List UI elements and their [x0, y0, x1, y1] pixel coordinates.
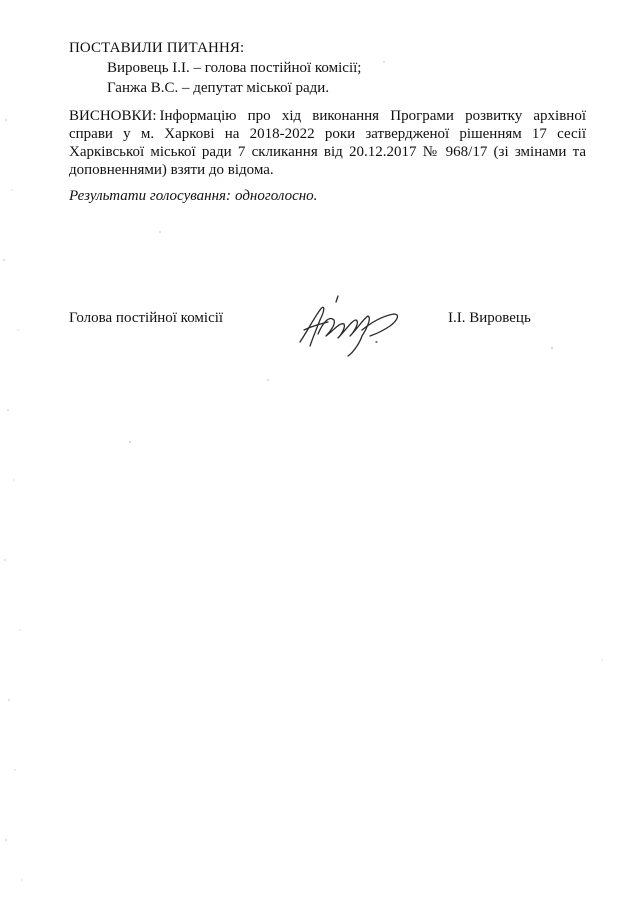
signatory-role: Голова постійної комісії: [69, 310, 224, 326]
handwritten-signature: [290, 290, 410, 360]
raised-issues-heading: ПОСТАВИЛИ ПИТАННЯ:: [69, 40, 245, 56]
conclusions-label: ВИСНОВКИ:: [69, 108, 157, 124]
conclusions-paragraph: [69, 107, 586, 179]
vote-label: Результати голосування:: [69, 188, 232, 204]
conclusions-text: Інформацію про хід виконання Програми розвитку архівної справи у м. Харкові на 2018-2022 роки затвердженої рішенням 17 сесії Харківської міської ради 7 скликання від 20.12.2017 № 968/17 (зі змінами та доповненнями) взяти до відома.: [69, 108, 586, 178]
signatory-name: І.І. Вировець: [448, 310, 531, 326]
vote-result-line: [69, 188, 317, 205]
vote-result: одноголосно.: [235, 188, 318, 204]
speaker-item: Вировець І.І. – голова постійної комісії;: [107, 60, 362, 76]
speaker-item: Ганжа В.С. – депутат міської ради.: [107, 80, 330, 96]
